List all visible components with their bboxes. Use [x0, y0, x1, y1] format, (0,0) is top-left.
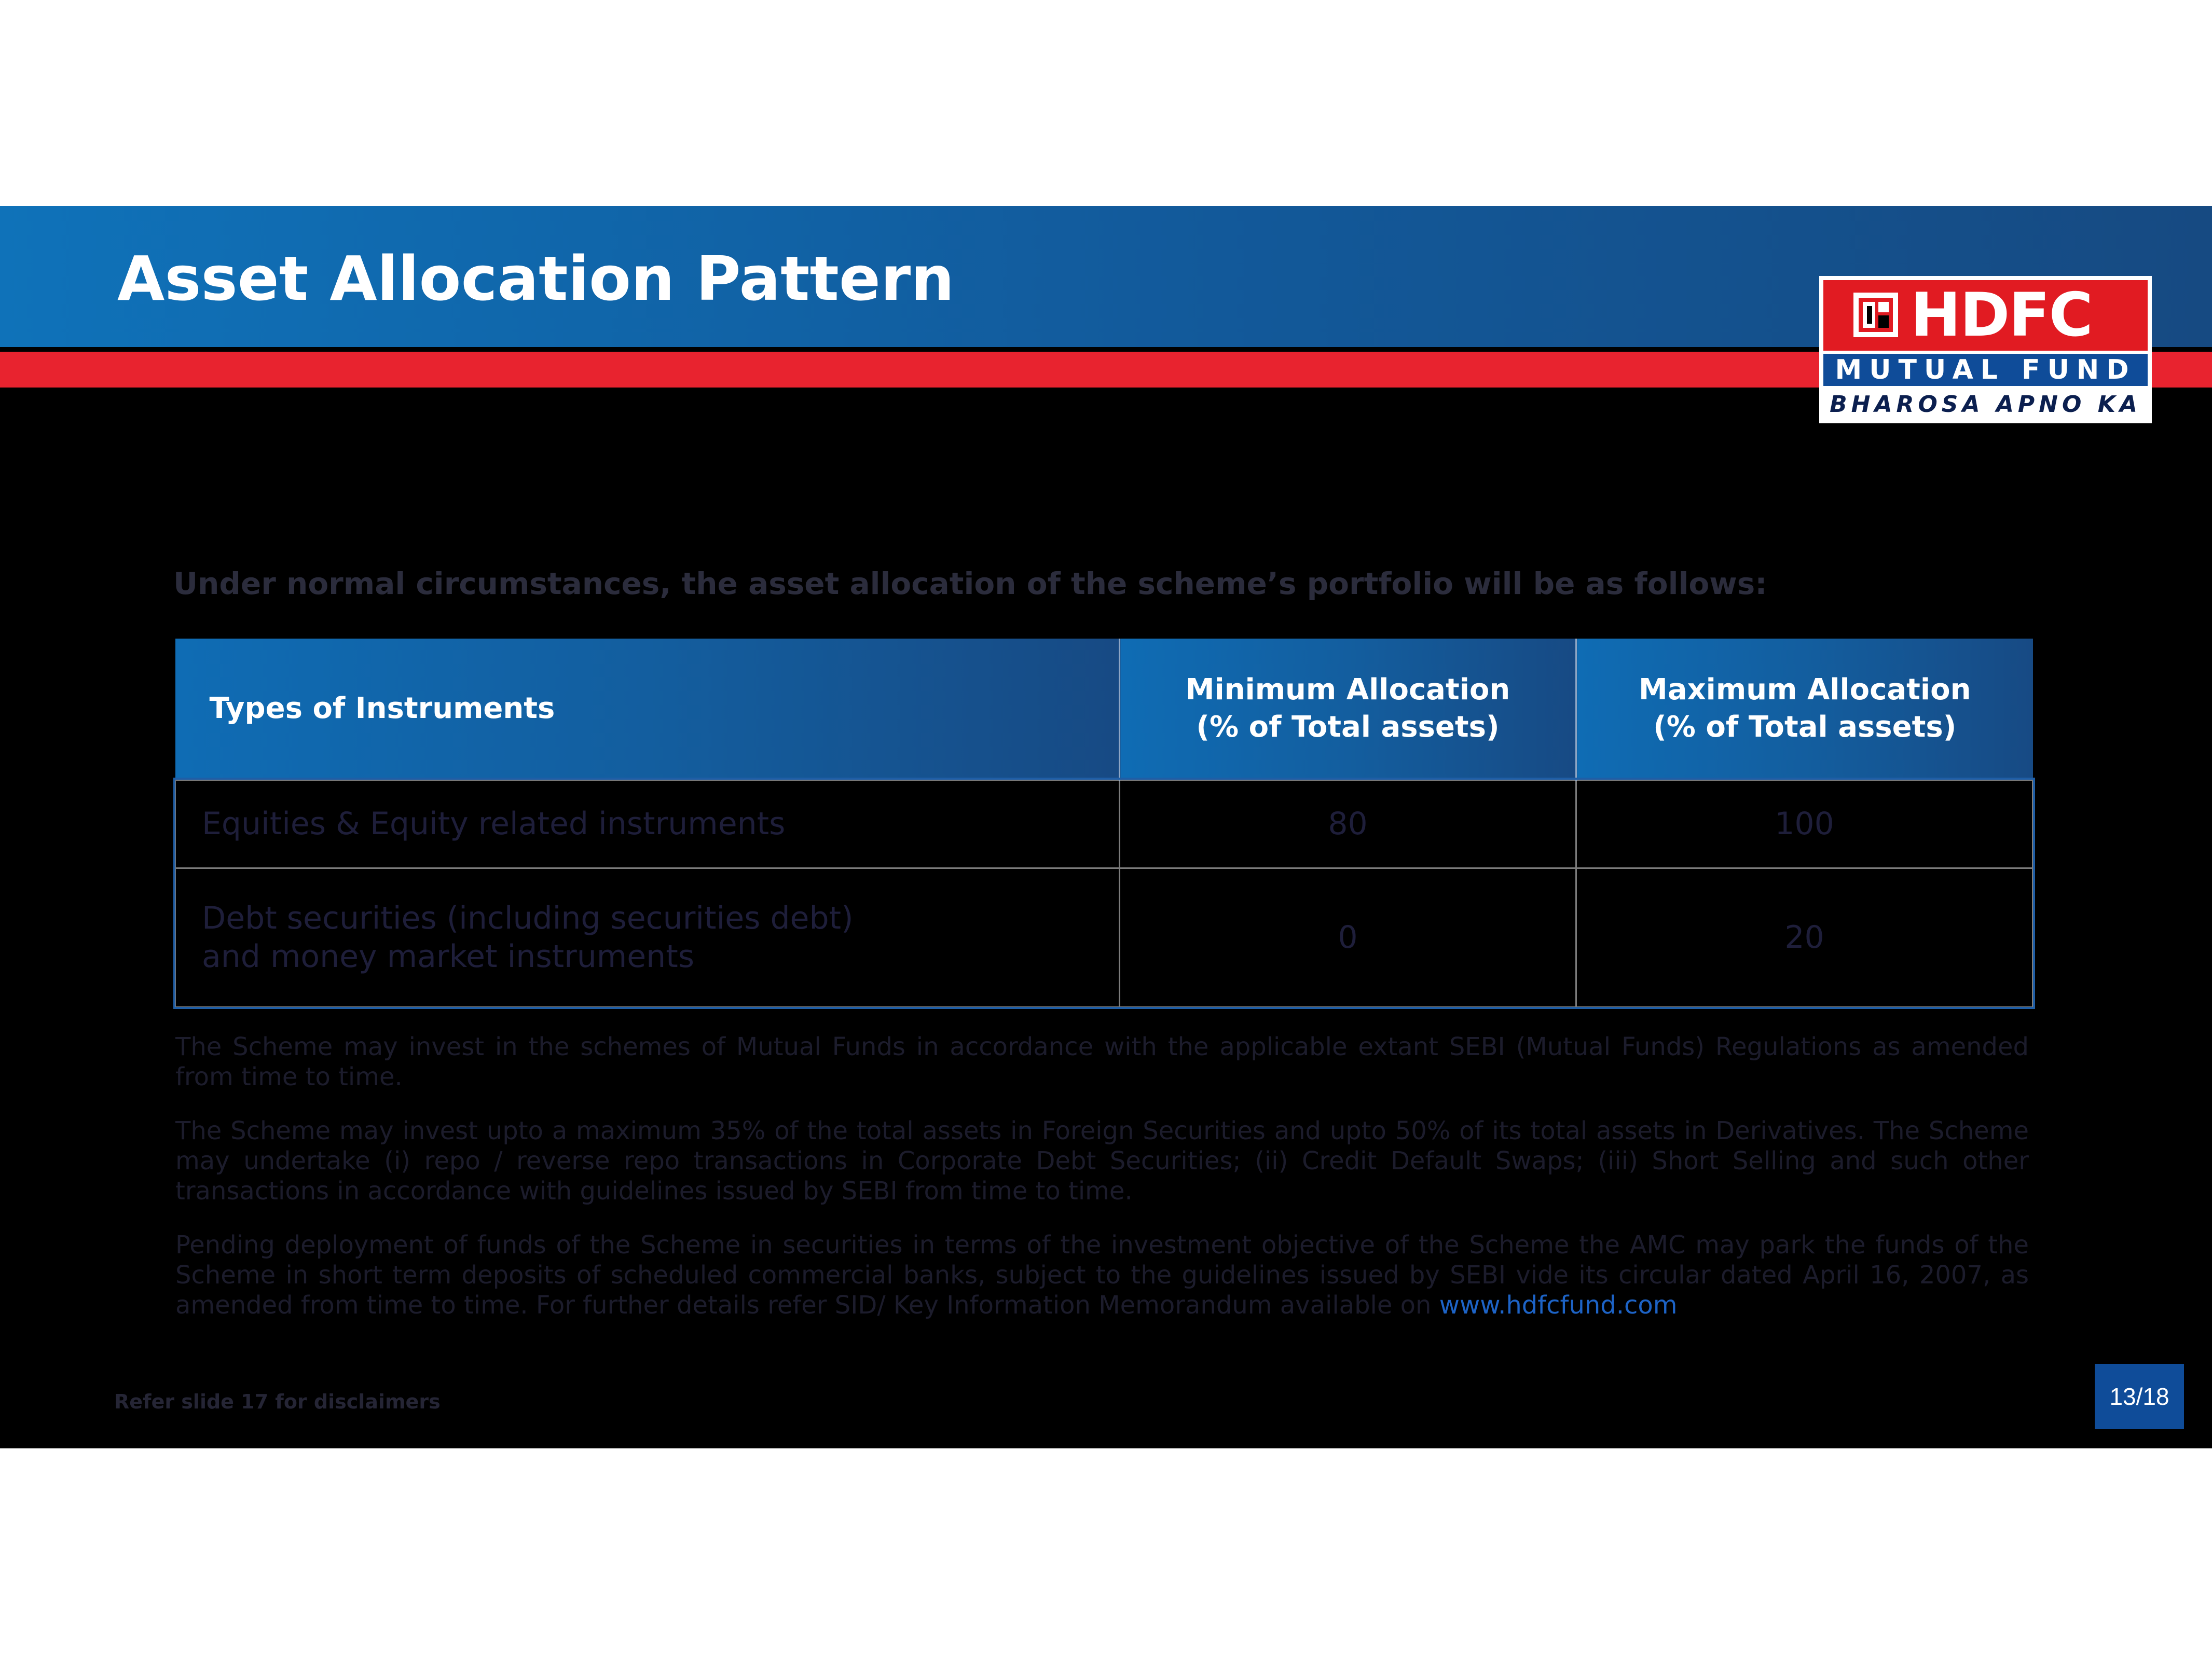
hdfc-mark-icon: [1853, 293, 1898, 337]
disclaimer-text: Refer slide 17 for disclaimers: [114, 1390, 441, 1413]
note-pending-text: Pending deployment of funds of the Scheme in securities in terms of the investment objective of the Scheme the AMC may park the funds of the Scheme in short term deposits of scheduled commercial banks, subject to the guidelines issued by SEBI vide its circular dated April 16, 2007, as amended from time to time. For further details refer SID/ Key Information Memorandum available on: [175, 1231, 2029, 1320]
note-mutual-funds: The Scheme may invest in the schemes of Mutual Funds in accordance with the applicable extant SEBI (Mutual Funds) Regulations as amended from time to time.: [175, 1032, 2029, 1091]
intro-text: Under normal circumstances, the asset allocation of the scheme’s portfolio will be as follows:: [173, 566, 1767, 601]
header-maximum-allocation: [1576, 639, 2033, 780]
note-foreign-derivatives: The Scheme may invest upto a maximum 35% of the total assets in Foreign Securities and upto 50% of its total assets in Derivatives. The Scheme may undertake (i) repo / reverse repo transactions in Corporate Debt Securities; (ii) Credit Default Swaps; (iii) Short Selling and such other transactions in accordance with guidelines issued by SEBI from time to time.: [175, 1116, 2029, 1206]
instrument-line2: and money market instruments: [202, 938, 694, 975]
hdfcfund-link[interactable]: www.hdfcfund.com: [1439, 1291, 1678, 1320]
header-min-line2: (% of Total assets): [1196, 710, 1500, 744]
instrument-cell: Equities & Equity related instruments: [175, 780, 1120, 868]
header-min-line1: Minimum Allocation: [1185, 673, 1510, 707]
min-allocation-cell: 0: [1120, 868, 1576, 1007]
instrument-line1: Debt securities (including securities debt): [202, 900, 854, 936]
asset-allocation-table: [174, 639, 2034, 1008]
page-title: Asset Allocation Pattern: [117, 243, 955, 314]
notes-section: [175, 1032, 2029, 1344]
table-row: [175, 868, 2033, 1007]
instrument-cell: [175, 868, 1120, 1007]
table-row: [175, 780, 2033, 868]
header-types-of-instruments: Types of Instruments: [175, 639, 1120, 780]
table-header-row: [175, 639, 2033, 780]
logo-mutual-fund: MUTUAL FUND: [1823, 354, 2148, 386]
max-allocation-cell: 100: [1576, 780, 2033, 868]
page-number-badge: 13/18: [2095, 1364, 2184, 1429]
note-pending-deployment: [175, 1230, 2029, 1320]
slide: [0, 206, 2212, 1448]
hdfc-logo: [1819, 276, 2152, 423]
min-allocation-cell: 80: [1120, 780, 1576, 868]
logo-tagline: BHAROSA APNO KA: [1830, 391, 2141, 418]
max-allocation-cell: 20: [1576, 868, 2033, 1007]
logo-red-block: [1823, 280, 2148, 351]
header-max-line1: Maximum Allocation: [1639, 673, 1971, 707]
logo-brand-text: HDFC: [1911, 280, 2092, 350]
header-minimum-allocation: [1120, 639, 1576, 780]
header-max-line2: (% of Total assets): [1653, 710, 1957, 744]
